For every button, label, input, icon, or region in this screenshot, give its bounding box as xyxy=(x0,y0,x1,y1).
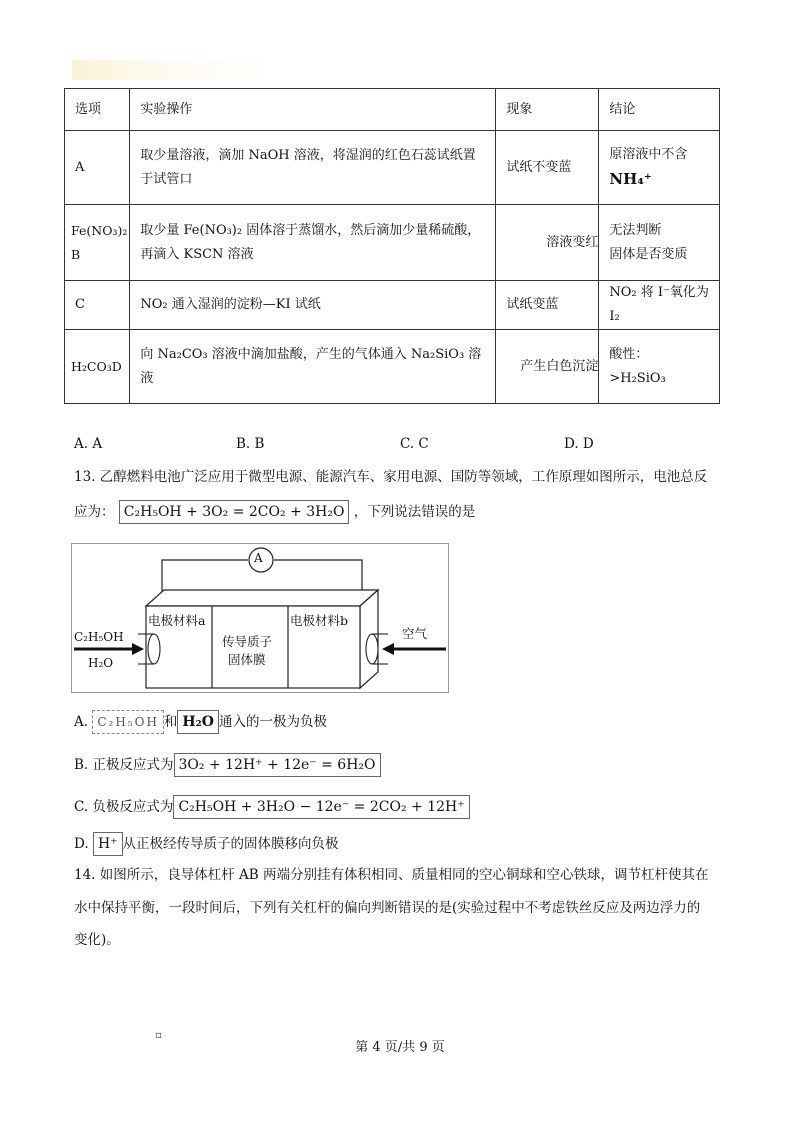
row-option: C xyxy=(65,281,130,330)
q13-suffix: ，下列说法错误的是 xyxy=(353,504,476,520)
header-watermark xyxy=(72,60,272,80)
choice-b[interactable]: B. B xyxy=(236,436,265,452)
table-row xyxy=(65,281,720,330)
q14-line2: 水中保持平衡，一段时间后，下列有关杠杆的偏向判断错误的是(实验过程中不考虑铁丝反应及两边浮力的 xyxy=(74,900,701,916)
table-row xyxy=(65,330,720,404)
row-phenomenon: 溶液变红 xyxy=(496,205,599,281)
header-option: 选项 xyxy=(65,89,130,131)
option-letter: A. xyxy=(74,714,89,730)
row-phenomenon: 试纸不变蓝 xyxy=(496,131,599,205)
row-option: H₂CO₃D xyxy=(65,330,130,404)
cathode-equation-box: 3O₂ + 12H⁺ + 12e⁻ = 6H₂O xyxy=(174,753,381,777)
op-line: 于试管口 xyxy=(140,171,193,187)
row-phenomenon: 试纸变蓝 xyxy=(496,281,599,330)
row-operation: NO₂ 通入湿润的淀粉—KI 试纸 xyxy=(130,281,496,330)
op-line: 向 Na₂CO₃ 溶液中滴加盐酸，产生的气体通入 Na₂SiO₃ 溶 xyxy=(140,346,482,362)
q14-line3: 变化)。 xyxy=(74,932,120,948)
cell-top xyxy=(146,590,378,606)
op-line: 再滴入 KSCN 溶液 xyxy=(140,246,254,262)
op-line: 取少量溶液，滴加 NaOH 溶液，将湿润的红色石蕊试纸置 xyxy=(140,147,476,163)
q13-option-a[interactable] xyxy=(74,710,327,734)
q13-option-b[interactable] xyxy=(74,753,381,777)
q13-prefix: 应为： xyxy=(74,504,115,520)
experiment-table xyxy=(64,88,720,404)
arrow-right-head xyxy=(382,643,394,655)
water-input-label: H₂O xyxy=(88,656,114,670)
inlet-right-rim xyxy=(366,634,378,664)
q14-line1: 14. 如图所示，良导体杠杆 AB 两端分别挂有体积相同、质量相同的空心铜球和空心铁球，调节杠杆使其在 xyxy=(74,867,709,883)
option-text: C. 负极反应式为 xyxy=(74,799,174,815)
option-text: B. 正极反应式为 xyxy=(74,757,174,773)
row-operation xyxy=(130,131,496,205)
conclusion-text: 酸性： xyxy=(609,346,649,362)
row-option: A xyxy=(65,131,130,205)
row-conclusion: NO₂ 将 I⁻氧化为 I₂ xyxy=(599,281,720,330)
footer-mark: ▫ xyxy=(155,1030,162,1041)
q13-option-c[interactable] xyxy=(74,795,470,819)
q13-equation: C₂H₅OH + 3O₂ = 2CO₂ + 3H₂O xyxy=(119,500,350,524)
fuel-cell-drawing xyxy=(72,544,448,692)
air-input-label: 空气 xyxy=(402,626,428,641)
op-line: 取少量 Fe(NO₃)₂ 固体溶于蒸馏水，然后滴加少量稀硫酸， xyxy=(140,222,481,238)
water-formula-box: H₂O xyxy=(177,710,219,734)
header-operation: 实验操作 xyxy=(130,89,496,131)
conclusion-text: 原溶液中不含 xyxy=(609,146,688,162)
proton-formula-box: H⁺ xyxy=(93,832,123,856)
ethanol-input-label: C₂H₅OH xyxy=(74,630,124,644)
table-row xyxy=(65,205,720,281)
choice-a[interactable]: A. A xyxy=(74,436,103,452)
conclusion-text: >H₂SiO₃ xyxy=(609,370,666,386)
q13-line1: 13. 乙醇燃料电池广泛应用于微型电源、能源汽车、家用电源、国防等领域，工作原理如图所示，电池总反 xyxy=(74,469,708,485)
conclusion-text: 固体是否变质 xyxy=(609,246,688,262)
header-conclusion: 结论 xyxy=(599,89,720,131)
row-conclusion xyxy=(599,205,720,281)
conjunction: 和 xyxy=(163,714,178,730)
membrane-label-1: 传导质子 xyxy=(222,634,273,649)
page-number: 第 4 页/共 9 页 xyxy=(355,1040,445,1055)
ethanol-formula-box: C₂H₅OH xyxy=(92,710,164,734)
option-text: 从正极经传导质子的固体膜移向负极 xyxy=(122,836,339,852)
row-operation xyxy=(130,330,496,404)
membrane-label-2: 固体膜 xyxy=(228,652,266,667)
conclusion-formula: NH₄⁺ xyxy=(609,169,652,188)
fuel-cell-diagram xyxy=(71,543,449,693)
conclusion-text: 无法判断 xyxy=(609,222,662,238)
choice-d[interactable]: D. D xyxy=(564,436,594,452)
ammeter-label: A xyxy=(254,551,263,565)
row-conclusion xyxy=(599,131,720,205)
option-letter: D. xyxy=(74,836,89,852)
table-row xyxy=(65,131,720,205)
electrode-a-label: 电极材料a xyxy=(148,613,206,628)
row-option: Fe(NO₃)₂ B xyxy=(65,205,130,281)
inlet-left-rim xyxy=(148,634,160,664)
q13-line2 xyxy=(74,500,475,524)
row-conclusion xyxy=(599,330,720,404)
q13-option-d[interactable] xyxy=(74,832,339,856)
header-phenomenon: 现象 xyxy=(496,89,599,131)
op-line: 液 xyxy=(140,370,154,386)
option-text: 通入的一极为负极 xyxy=(218,714,327,730)
row-operation xyxy=(130,205,496,281)
anode-equation-box: C₂H₅OH + 3H₂O − 12e⁻ = 2CO₂ + 12H⁺ xyxy=(173,795,469,819)
choice-c[interactable]: C. C xyxy=(400,436,429,452)
table-header-row xyxy=(65,89,720,131)
arrow-left-head xyxy=(132,643,144,655)
row-phenomenon: 产生白色沉淀 xyxy=(496,330,599,404)
electrode-b-label: 电极材料b xyxy=(290,613,349,628)
